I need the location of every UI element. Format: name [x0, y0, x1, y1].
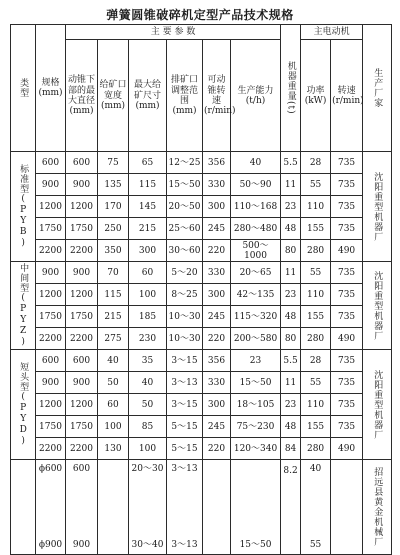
table-cell: 100: [129, 438, 167, 460]
table-cell: 84: [281, 438, 301, 460]
table-cell: 50: [98, 372, 129, 394]
table-cell: 356: [203, 350, 231, 372]
table-cell: 100: [129, 284, 167, 306]
table-cell: 80: [281, 328, 301, 350]
table-cell: 280～480: [231, 218, 281, 240]
table-cell: 735: [331, 196, 363, 218]
header-feed-opening: 给矿口宽度(mm): [98, 40, 129, 152]
table-cell: 5.5: [281, 152, 301, 174]
table-cell: 80: [281, 240, 301, 262]
maker-cell: 沈阳重型机器厂: [363, 152, 392, 262]
table-row: [11, 394, 392, 416]
table-row: [11, 284, 392, 306]
table-cell: 8～25: [167, 284, 203, 306]
table-cell: 900: [36, 372, 66, 394]
table-cell: 110: [301, 284, 331, 306]
table-cell: 115: [129, 174, 167, 196]
power-cell-line: 40: [309, 464, 322, 475]
table-title: 弹簧圆锥破碎机定型产品技术规格: [106, 8, 294, 22]
table-cell: 1750: [66, 306, 98, 328]
table-cell: 350: [98, 240, 129, 262]
table-cell: 600: [36, 350, 66, 372]
table-cell: 35: [129, 350, 167, 372]
table-cell: 280: [301, 438, 331, 460]
type-cell: 标准型(PYB): [11, 152, 36, 262]
table-cell: 5～15: [167, 438, 203, 460]
power-cell-line: 55: [309, 540, 322, 550]
table-cell: 10～30: [167, 328, 203, 350]
table-cell: 735: [331, 218, 363, 240]
table-cell: 75～230: [231, 416, 281, 438]
table-cell: 155: [301, 416, 331, 438]
spec-cell-line: ϕ600: [38, 464, 63, 475]
table-cell: 40: [129, 372, 167, 394]
table-cell: 1200: [66, 196, 98, 218]
table-cell: 1750: [36, 416, 66, 438]
table-cell: 280: [301, 328, 331, 350]
table-cell: 50: [129, 394, 167, 416]
table-cell: 28: [301, 350, 331, 372]
table-cell: 30～60: [167, 240, 203, 262]
cone-speed-cell: [203, 460, 231, 555]
table-cell: 115～320: [231, 306, 281, 328]
table-cell: 735: [331, 152, 363, 174]
table-cell: 215: [98, 306, 129, 328]
table-cell: 2200: [66, 328, 98, 350]
table-cell: 275: [98, 328, 129, 350]
type-cell: 中间型(PYZ): [11, 262, 36, 350]
table-cell: 12～25: [167, 152, 203, 174]
header-cone-diameter: 动锥下部的最大直径(mm): [66, 40, 98, 152]
table-row: [11, 174, 392, 196]
header-power: 功率(kW): [301, 40, 331, 152]
table-row: [11, 196, 392, 218]
table-cell: 1200: [36, 196, 66, 218]
table-cell: 1200: [36, 394, 66, 416]
table-row: [11, 218, 392, 240]
table-cell: 110～168: [231, 196, 281, 218]
table-cell: 735: [331, 262, 363, 284]
table-cell: 23: [231, 350, 281, 372]
discharge-cell-line: 3～13: [171, 540, 198, 550]
header-spec: 规格(mm): [36, 25, 66, 152]
capacity-cell-line: 15～50: [239, 540, 272, 550]
table-cell: 20～65: [231, 262, 281, 284]
table-cell: 2200: [36, 438, 66, 460]
max-feed-cell-line: 30～40: [131, 540, 164, 550]
header-max-feed: 最大给矿尺寸(mm): [129, 40, 167, 152]
table-cell: 900: [66, 174, 98, 196]
max-feed-cell: [129, 460, 167, 555]
table-cell: 900: [36, 174, 66, 196]
table-cell: 500～1000: [231, 240, 281, 262]
table-cell: 300: [203, 284, 231, 306]
table-cell: 300: [203, 394, 231, 416]
speed-cell: [331, 460, 363, 555]
weight-cell: 8.2: [281, 460, 301, 555]
table-cell: 120～340: [231, 438, 281, 460]
table-body: [11, 152, 392, 555]
table-cell: 135: [98, 174, 129, 196]
table-cell: 10～30: [167, 306, 203, 328]
table-cell: 155: [301, 306, 331, 328]
table-cell: 2200: [36, 328, 66, 350]
table-cell: 3～15: [167, 350, 203, 372]
feed-opening-cell: [98, 460, 129, 555]
table-cell: 23: [281, 394, 301, 416]
table-cell: 735: [331, 174, 363, 196]
header-weight: 机器重量(t): [281, 25, 301, 152]
spec-cell-line: ϕ900: [38, 540, 63, 550]
table-cell: 2200: [66, 240, 98, 262]
discharge-cell: [167, 460, 203, 555]
table-cell: 55: [301, 174, 331, 196]
table-cell: 300: [203, 196, 231, 218]
table-cell: 25～60: [167, 218, 203, 240]
type-cell: [11, 460, 36, 555]
table-cell: 230: [129, 328, 167, 350]
table-cell: 5.5: [281, 350, 301, 372]
table-cell: 23: [281, 284, 301, 306]
table-cell: 2200: [66, 438, 98, 460]
table-cell: 110: [301, 196, 331, 218]
power-cell: [301, 460, 331, 555]
table-cell: 100: [98, 416, 129, 438]
table-cell: 735: [331, 350, 363, 372]
table-cell: 85: [129, 416, 167, 438]
table-cell: 40: [231, 152, 281, 174]
cone-diameter-cell: [66, 460, 98, 555]
table-cell: 250: [98, 218, 129, 240]
table-cell: 900: [36, 262, 66, 284]
table-cell: 300: [129, 240, 167, 262]
table-row: [11, 460, 392, 555]
maker-cell: 沈阳重型机器厂: [363, 262, 392, 350]
table-cell: 155: [301, 218, 331, 240]
table-cell: 600: [66, 152, 98, 174]
table-cell: 490: [331, 240, 363, 262]
table-cell: 42～135: [231, 284, 281, 306]
table-cell: 50～90: [231, 174, 281, 196]
table-cell: 900: [66, 372, 98, 394]
table-cell: 1750: [66, 416, 98, 438]
table-cell: 55: [301, 262, 331, 284]
table-cell: 330: [203, 174, 231, 196]
table-row: [11, 438, 392, 460]
table-row: [11, 306, 392, 328]
table-cell: 900: [66, 262, 98, 284]
table-cell: 735: [331, 394, 363, 416]
table-cell: 48: [281, 416, 301, 438]
table-cell: 110: [301, 394, 331, 416]
type-cell: 短头型(PYD): [11, 350, 36, 460]
header-motor: 主电动机: [301, 25, 363, 40]
header-discharge-range: 排矿口调整范围(mm): [167, 40, 203, 152]
table-cell: 1750: [36, 218, 66, 240]
cone-diameter-cell-line: 900: [72, 540, 91, 550]
spec-cell: [36, 460, 66, 555]
table-cell: 200～580: [231, 328, 281, 350]
table-row: [11, 262, 392, 284]
table-cell: 330: [203, 372, 231, 394]
table-cell: 11: [281, 174, 301, 196]
table-cell: 60: [98, 394, 129, 416]
table-cell: 735: [331, 372, 363, 394]
header-cone-speed: 可动锥转速(r/min): [203, 40, 231, 152]
table-cell: 5～20: [167, 262, 203, 284]
table-cell: 220: [203, 240, 231, 262]
table-cell: 215: [129, 218, 167, 240]
table-cell: 220: [203, 328, 231, 350]
table-row: [11, 240, 392, 262]
table-cell: 48: [281, 306, 301, 328]
table-cell: 115: [98, 284, 129, 306]
table-cell: 735: [331, 306, 363, 328]
table-cell: 600: [36, 152, 66, 174]
table-cell: 5～15: [167, 416, 203, 438]
discharge-cell-line: 3～13: [171, 464, 198, 475]
table-cell: 490: [331, 438, 363, 460]
table-cell: 11: [281, 372, 301, 394]
table-cell: 130: [98, 438, 129, 460]
max-feed-cell-line: 20～30: [131, 464, 164, 475]
table-cell: 15～50: [231, 372, 281, 394]
table-cell: 245: [203, 416, 231, 438]
table-cell: 18～105: [231, 394, 281, 416]
table-cell: 490: [331, 328, 363, 350]
table-cell: 65: [129, 152, 167, 174]
maker-cell: 沈阳重型机器厂: [363, 350, 392, 460]
table-cell: 11: [281, 262, 301, 284]
header-type: 类型: [11, 25, 36, 152]
table-cell: 170: [98, 196, 129, 218]
table-cell: 3～13: [167, 372, 203, 394]
table-cell: 245: [203, 306, 231, 328]
table-cell: 2200: [36, 240, 66, 262]
table-cell: 55: [301, 372, 331, 394]
table-cell: 20～50: [167, 196, 203, 218]
header-maker: 生产厂家: [363, 25, 392, 152]
table-cell: 735: [331, 284, 363, 306]
table-cell: 48: [281, 218, 301, 240]
table-cell: 28: [301, 152, 331, 174]
header-capacity: 生产能力(t/h): [231, 40, 281, 152]
table-cell: 23: [281, 196, 301, 218]
table-cell: 3～15: [167, 394, 203, 416]
table-cell: 600: [66, 350, 98, 372]
table-cell: 185: [129, 306, 167, 328]
table-cell: 280: [301, 240, 331, 262]
table-row: [11, 416, 392, 438]
table-cell: 75: [98, 152, 129, 174]
table-cell: 1200: [66, 284, 98, 306]
table-cell: 1750: [66, 218, 98, 240]
spec-table: [10, 24, 392, 555]
table-cell: 40: [98, 350, 129, 372]
table-cell: 1200: [36, 284, 66, 306]
table-row: [11, 328, 392, 350]
table-cell: 1750: [36, 306, 66, 328]
table-cell: 60: [129, 262, 167, 284]
header-speed: 转速(r/min): [331, 40, 363, 152]
cone-diameter-cell-line: 600: [72, 464, 91, 475]
header-main-params: 主 要 参 数: [66, 25, 281, 40]
table-cell: 356: [203, 152, 231, 174]
table-cell: 220: [203, 438, 231, 460]
capacity-cell: [231, 460, 281, 555]
table-row: [11, 372, 392, 394]
table-cell: 1200: [66, 394, 98, 416]
table-cell: 330: [203, 262, 231, 284]
maker-cell: 招远县黄金机械厂: [363, 460, 392, 555]
table-cell: 145: [129, 196, 167, 218]
table-cell: 735: [331, 416, 363, 438]
table-row: [11, 350, 392, 372]
table-cell: 245: [203, 218, 231, 240]
table-cell: 70: [98, 262, 129, 284]
table-row: [11, 152, 392, 174]
table-cell: 15～50: [167, 174, 203, 196]
